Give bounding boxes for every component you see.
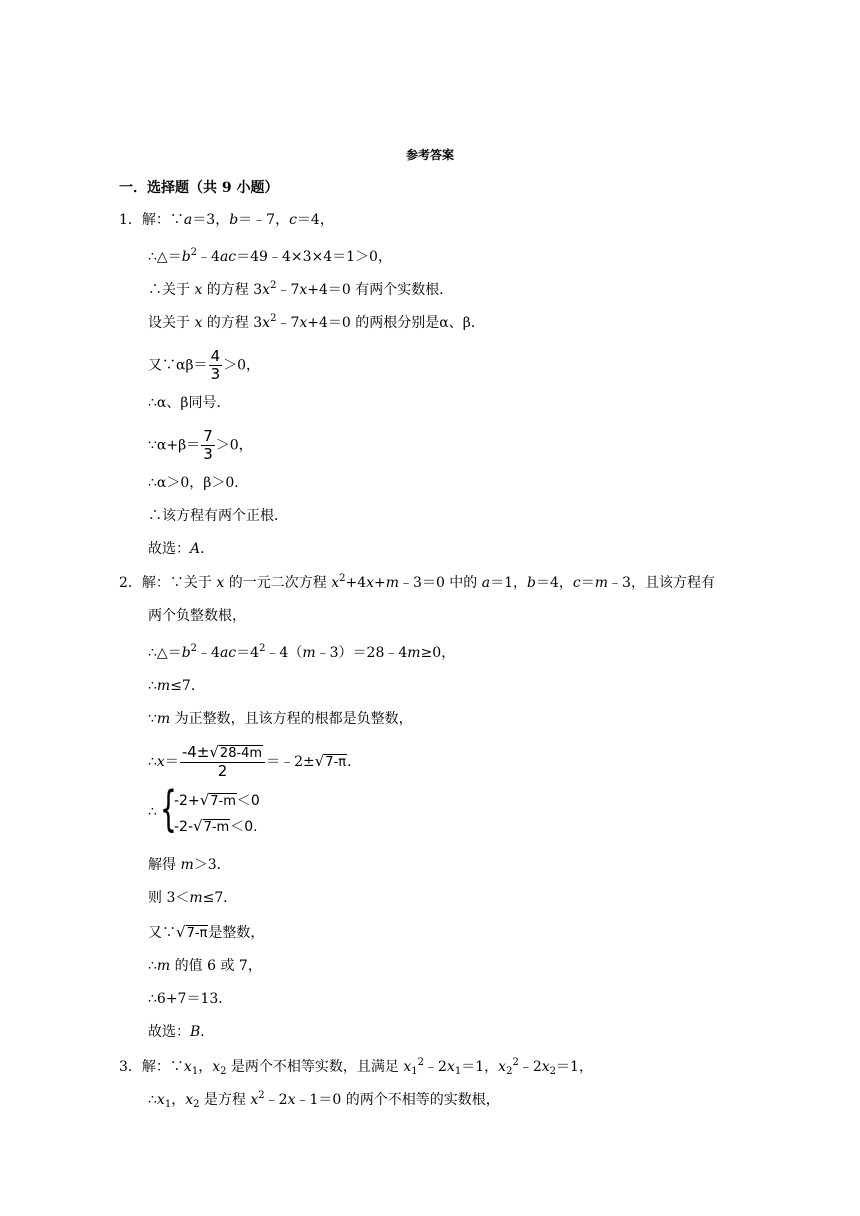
q2-line-5: ∵m 为正整数，且该方程的根都是负整数， bbox=[148, 711, 413, 727]
fraction: $\frac{-4\pm√28-4m}{2}$ bbox=[180, 744, 265, 780]
sqrt-sign: √7-m bbox=[199, 791, 236, 809]
q2-line-8: 解得 m＞3． bbox=[148, 857, 231, 873]
q3-line-2: $\therefore x_1$，$x_2$ 是方程 $x^2﹣2x﹣1=0$ 的两个不相等的实数根， bbox=[148, 1090, 500, 1110]
q2-line-9: 则 3＜m≤7． bbox=[148, 890, 238, 906]
fraction: $\frac{7}{3}$ bbox=[203, 427, 213, 463]
q2-line-2: 两个负整数根， bbox=[148, 608, 246, 624]
sqrt-sign: √7-m bbox=[193, 817, 230, 835]
section-heading: 一．选择题（共 9 小题） bbox=[119, 180, 279, 196]
q1-line-1: 1．解：∵a＝3，b＝﹣7，c＝4， bbox=[119, 212, 334, 228]
q2-line-13: 故选：B． bbox=[148, 1024, 215, 1040]
page-title: 参考答案 bbox=[405, 148, 454, 162]
q2-line-10: 又∵√7-π是整数， bbox=[148, 922, 264, 944]
q1-line-5: 又∵αβ＝ $\frac{4}{3}$ ＞0， bbox=[148, 347, 261, 383]
sqrt-sign: √7-π bbox=[176, 923, 208, 941]
q1-line-2: $\therefore\triangle=b^2﹣4ac=49﹣4\times 3\times 4=1>0$， bbox=[148, 247, 392, 265]
q2-line-1: 2．解：∵关于 x 的一元二次方程 $x^2+4x+m﹣3=0$ 中的 a＝1，b＝4，c＝m﹣3，且该方程有 bbox=[119, 573, 715, 591]
q1-line-10: 故选：A． bbox=[148, 541, 215, 557]
q1-line-3: ∴关于 x 的方程 $3x^2﹣7x+4=0$ 有两个实数根． bbox=[148, 280, 454, 298]
q2-line-6: ∴x＝ $\frac{-4\pm√28-4m}{2}$ ＝﹣2±√7-π. bbox=[148, 743, 352, 780]
q2-line-12: ∴6+7＝13． bbox=[148, 991, 233, 1007]
brace-icon: { bbox=[160, 781, 177, 837]
q1-line-8: ∴α＞0，β＞0． bbox=[148, 475, 249, 491]
q1-line-6: ∴α、β同号． bbox=[148, 395, 231, 411]
q1-line-7: ∵α+β＝ $\frac{7}{3}$ ＞0， bbox=[148, 427, 253, 463]
q1-line-9: ∴该方程有两个正根． bbox=[148, 508, 288, 524]
q2-line-3: $\therefore\triangle=b^2﹣4ac=4^2﹣4(m﹣3)=28﹣4m\ge 0$， bbox=[148, 643, 456, 661]
fraction: $\frac{4}{3}$ bbox=[210, 347, 221, 383]
q3-line-1: 3．解：$\because x_1$，$x_2$ 是两个不相等实数，且满足 $x_1^2﹣2x_1=1$，$x_2^2﹣2x_2=1$， bbox=[119, 1057, 593, 1077]
q2-line-11: ∴m 的值 6 或 7， bbox=[148, 958, 262, 974]
page: 参考答案 一．选择题（共 9 小题） 1．解：∵a＝3，b＝﹣7，c＝4， $\therefore\triangle=b^2﹣4ac=49﹣4\times 3\times 4=1>0$， ∴关于 x 的方程 $3x^2﹣7x+4=0$ 有两个实数根． 设关于 x 的方程 $3x^2﹣7x+4=0$ 的两根分别是α、β． 又∵αβ＝ $\frac{4}{3}$ ＞0， ∴α、β同号． ∵α+β＝ $\frac{7}{3}$ ＞0， ∴α＞0，β＞0． ∴该方程有两个正根． 故选：A． 2．解：∵关于 x 的一元二次方程 $x^2+4x+m﹣3=0$ 中的 a＝1，b＝4，c＝m﹣3，且该方程有 两个负整数根， $\therefore\triangle=b^2﹣4ac=4^2﹣4(m﹣3)=28﹣4m\ge 0$， ∴m≤7． ∵m 为正整数，且该方程的根都是负整数， ∴x＝ $\frac{-4\pm√28-4m}{2}$ ＝﹣2±√7-π. ∴ { -2+√7-m＜0 -2-√7-m＜0. 解得 m＞3． 则 3＜m≤7． 又∵√7-π是整数， ∴m 的值 6 或 7， ∴6+7＝13． 故选：B． 3．解：$\because x_1$，$x_2$ 是两个不相等实数，且满足 $x_1^2﹣2x_1=1$，$x_2^2﹣2x_2=1$， $\therefore x_1$，$x_2$ 是方程 $x^2﹣2x﹣1=0$ 的两个不相等的实数根， bbox=[0, 0, 860, 1216]
q2-line-4: ∴m≤7． bbox=[148, 678, 205, 694]
sqrt-sign: √28-4m bbox=[209, 743, 263, 761]
sqrt-sign: √7-π bbox=[314, 752, 347, 770]
q1-line-4: 设关于 x 的方程 $3x^2﹣7x+4=0$ 的两根分别是α、β． bbox=[148, 313, 485, 331]
